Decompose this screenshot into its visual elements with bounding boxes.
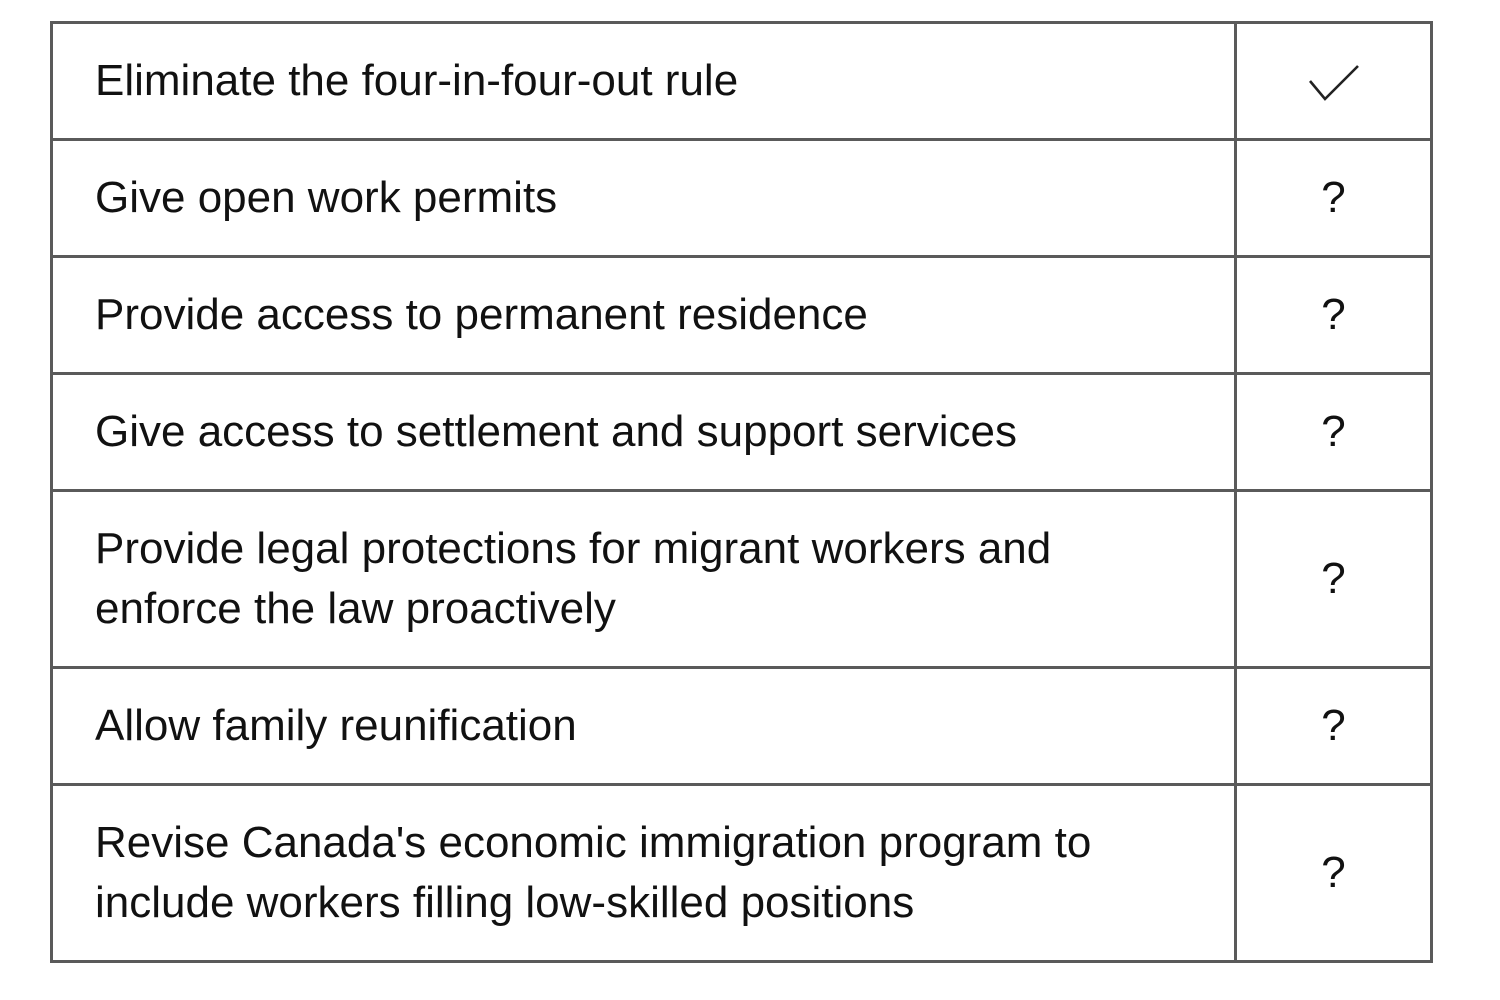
question-mark-icon: ?: [1321, 848, 1346, 897]
policy-table: [50, 21, 1433, 963]
status-cell: [1236, 140, 1432, 257]
table-row: [52, 785, 1432, 962]
checkmark-icon: [1308, 63, 1360, 103]
question-mark-icon: ?: [1321, 290, 1346, 339]
table-row: [52, 374, 1432, 491]
table-row: [52, 23, 1432, 140]
question-mark-icon: ?: [1321, 554, 1346, 603]
status-cell: [1236, 668, 1432, 785]
status-cell: [1236, 785, 1432, 962]
status-cell: [1236, 23, 1432, 140]
table-row: [52, 140, 1432, 257]
row-label: Give open work permits: [52, 140, 1236, 257]
question-mark-icon: ?: [1321, 701, 1346, 750]
row-label: Eliminate the four-in-four-out rule: [52, 23, 1236, 140]
row-label: Allow family reunification: [52, 668, 1236, 785]
status-cell: [1236, 374, 1432, 491]
row-label: Provide access to permanent residence: [52, 257, 1236, 374]
row-label: Give access to settlement and support services: [52, 374, 1236, 491]
status-cell: [1236, 491, 1432, 668]
row-label: Revise Canada's economic immigration program to include workers filling low-skilled positions: [52, 785, 1236, 962]
question-mark-icon: ?: [1321, 407, 1346, 456]
table-row: [52, 257, 1432, 374]
table-row: [52, 668, 1432, 785]
row-label: Provide legal protections for migrant workers and enforce the law proactively: [52, 491, 1236, 668]
table-row: [52, 491, 1432, 668]
question-mark-icon: ?: [1321, 173, 1346, 222]
status-cell: [1236, 257, 1432, 374]
